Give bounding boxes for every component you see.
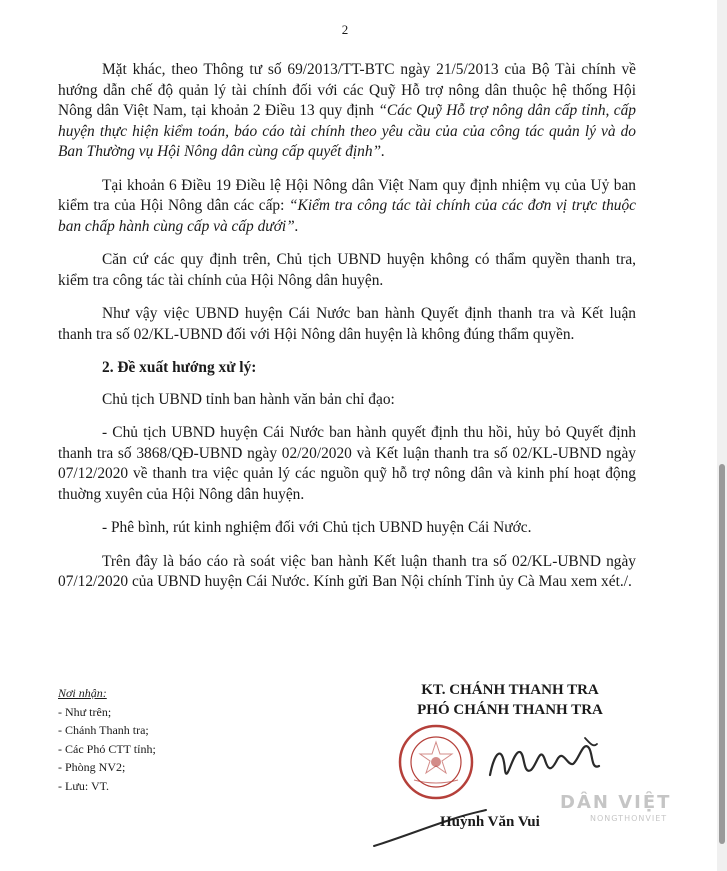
paragraph-1-text: Mặt khác, theo Thông tư số 69/2013/TT-BTC ngày 21/5/2013 của Bộ Tài chính về hướng dẫn chế độ quản lý tài chính đối với các Quỹ Hỗ trợ nông dân thuộc hệ thống Hội Nông dân Việt Nam, tại khoản 2 Điều 13 quy định [58, 61, 636, 119]
paragraph-5: Chủ tịch UBND tỉnh ban hành văn bản chỉ đạo: [102, 390, 395, 408]
recipient-item: - Chánh Thanh tra; [58, 723, 149, 737]
paragraph-7: - Phê bình, rút kinh nghiệm đối với Chủ tịch UBND huyện Cái Nước. [102, 519, 532, 536]
paragraph-1 [58, 60, 636, 163]
signature-title-line-1: KT. CHÁNH THANH TRA [421, 682, 599, 698]
official-seal-icon [398, 724, 474, 800]
section-heading-2: 2. Đề xuất hướng xử lý: [102, 359, 257, 376]
paragraph-8: Trên đây là báo cáo rà soát việc ban hành Kết luận thanh tra số 02/KL-UBND ngày 07/12/2020 của UBND huyện Cái Nước. Kính gửi Ban Nội chính Tỉnh ủy Cà Mau xem xét./. [58, 552, 636, 590]
signature-title-line-2: PHÓ CHÁNH THANH TRA [417, 702, 603, 718]
recipients-title: Nơi nhận: [58, 686, 107, 700]
recipient-item: - Như trên; [58, 704, 112, 719]
paragraph-3: Căn cứ các quy định trên, Chủ tịch UBND huyện không có thẩm quyền thanh tra, kiểm tra công tác tài chính của Hội Nông dân huyện. [58, 251, 636, 289]
recipient-item: - Phòng NV2; [58, 760, 126, 774]
paragraph-4: Như vậy việc UBND huyện Cái Nước ban hành Quyết định thanh tra và Kết luận thanh tra số 02/KL-UBND đối với Hội Nông dân huyện là không đúng thẩm quyền. [58, 305, 636, 343]
recipient-item: - Các Phó CTT tỉnh; [58, 741, 156, 756]
paragraph-2 [58, 176, 636, 238]
recipients-block [58, 684, 156, 795]
document-body [58, 60, 636, 606]
recipients-list [58, 703, 156, 796]
paragraph-1-quote: “Các Quỹ Hỗ trợ nông dân cấp tỉnh, cấp huyện thực hiện kiểm toán, báo cáo tài chính theo yêu cầu của của công tác quản lý và do Ban Thường vụ Hội Nông dân cùng cấp quyết định”. [58, 102, 636, 160]
page-number: 2 [341, 22, 349, 37]
watermark-subtext: NONGTHONVIET [590, 814, 668, 823]
scrollbar-thumb[interactable] [719, 464, 725, 844]
recipient-item: - Lưu: VT. [58, 778, 110, 793]
signature-title-block [380, 680, 640, 720]
watermark-logo: DÂN VIỆT [560, 792, 672, 813]
signer-name: Huỳnh Văn Vui [440, 814, 540, 830]
paragraph-2-quote: “Kiểm tra công tác tài chính của các đơn vị trực thuộc ban chấp hành cùng cấp và cấp dưới”. [58, 197, 637, 235]
handwritten-signature-icon [485, 730, 605, 790]
paragraph-2-text: Tại khoản 6 Điều 19 Điều lệ Hội Nông dân Việt Nam quy định nhiệm vụ của Uỷ ban kiểm tra của Hội Nông dân các cấp: [58, 176, 636, 214]
vertical-scrollbar[interactable] [717, 0, 727, 871]
paragraph-6: - Chủ tịch UBND huyện Cái Nước ban hành quyết định thu hồi, hủy bỏ Quyết định thanh tra số 3868/QĐ-UBND ngày 02/20/2020 và Kết luận thanh tra số 02/KL-UBND ngày 07/12/2020 về thanh tra việc quản lý các nguồn quỹ hỗ trợ nông dân và kinh phí hoạt động thuờng xuyên của Hội Nông dân huyện. [58, 424, 636, 503]
